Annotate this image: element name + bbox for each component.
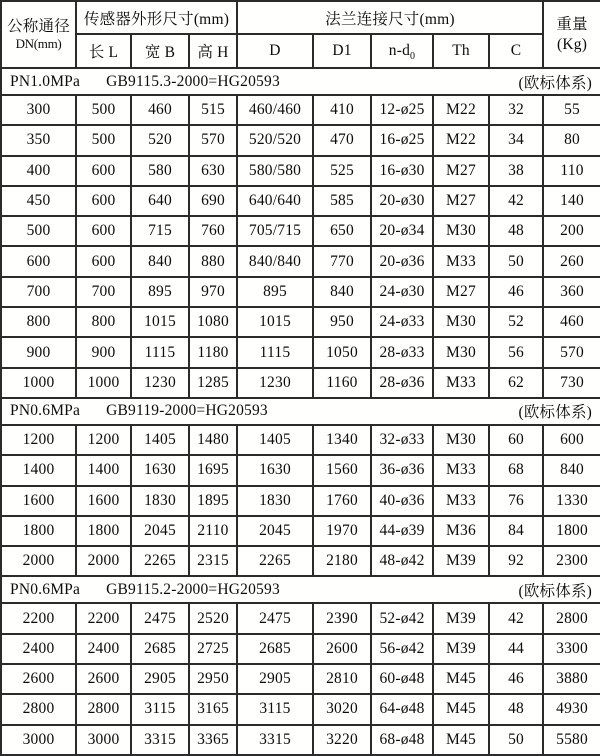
section-header-cell (1, 398, 600, 425)
cell-n-d0: 68-ø48 (371, 725, 433, 755)
cell-Th: M39 (433, 634, 489, 664)
cell-Th: M22 (433, 95, 489, 125)
cell-Th: M33 (433, 368, 489, 398)
cell-D1: 2600 (313, 634, 371, 664)
cell-D: 2475 (237, 603, 313, 633)
cell-height-H: 2950 (189, 664, 237, 694)
cell-n-d0: 60-ø48 (371, 664, 433, 694)
cell-weight-kg: 360 (543, 277, 600, 307)
cell-Th: M30 (433, 337, 489, 367)
cell-n-d0: 44-ø39 (371, 516, 433, 546)
cell-C: 46 (489, 277, 543, 307)
header-height-H: 高 H (189, 34, 237, 68)
cell-weight-kg: 1330 (543, 486, 600, 516)
cell-D: 2265 (237, 546, 313, 576)
cell-n-d0: 20-ø36 (371, 246, 433, 276)
cell-dn: 1200 (1, 425, 76, 455)
section-standard-system-note: (欧标体系) (518, 404, 593, 422)
cell-C: 32 (489, 95, 543, 125)
cell-n-d0: 36-ø36 (371, 455, 433, 485)
cell-D: 460/460 (237, 95, 313, 125)
cell-n-d0: 64-ø48 (371, 694, 433, 724)
header-row-subcolumns (1, 34, 600, 68)
cell-D1: 585 (313, 186, 371, 216)
cell-length-L: 700 (76, 277, 131, 307)
cell-dn: 1400 (1, 455, 76, 485)
cell-height-H: 1480 (189, 425, 237, 455)
cell-D: 1405 (237, 425, 313, 455)
table-row (1, 664, 600, 694)
cell-width-B: 840 (131, 246, 189, 276)
cell-length-L: 600 (76, 246, 131, 276)
cell-weight-kg: 2800 (543, 603, 600, 633)
cell-D: 520/520 (237, 125, 313, 155)
cell-height-H: 1180 (189, 337, 237, 367)
cell-dn: 450 (1, 186, 76, 216)
table-row (1, 156, 600, 186)
cell-Th: M33 (433, 246, 489, 276)
table-row (1, 277, 600, 307)
cell-dn: 900 (1, 337, 76, 367)
cell-n-d0: 48-ø42 (371, 546, 433, 576)
cell-width-B: 580 (131, 156, 189, 186)
cell-D: 2045 (237, 516, 313, 546)
header-weight-cn: 重量 (556, 16, 588, 34)
table-row (1, 603, 600, 633)
cell-length-L: 900 (76, 337, 131, 367)
cell-length-L: 1000 (76, 368, 131, 398)
header-group-flange-dimensions: 法兰连接尺寸(mm) (237, 1, 543, 34)
cell-weight-kg: 570 (543, 337, 600, 367)
cell-D: 1630 (237, 455, 313, 485)
cell-C: 42 (489, 603, 543, 633)
cell-Th: M45 (433, 694, 489, 724)
cell-height-H: 760 (189, 216, 237, 246)
cell-length-L: 800 (76, 307, 131, 337)
cell-dn: 800 (1, 307, 76, 337)
header-weight-unit: (Kg) (556, 35, 588, 53)
table-row (1, 634, 600, 664)
cell-D1: 650 (313, 216, 371, 246)
cell-weight-kg: 2300 (543, 546, 600, 576)
cell-C: 56 (489, 337, 543, 367)
cell-D: 2685 (237, 634, 313, 664)
cell-D1: 470 (313, 125, 371, 155)
cell-D: 1115 (237, 337, 313, 367)
cell-n-d0: 32-ø33 (371, 425, 433, 455)
cell-width-B: 2905 (131, 664, 189, 694)
section-standard-system-note: (欧标体系) (518, 74, 593, 92)
cell-height-H: 1695 (189, 455, 237, 485)
cell-width-B: 1115 (131, 337, 189, 367)
cell-dn: 2600 (1, 664, 76, 694)
cell-C: 92 (489, 546, 543, 576)
cell-length-L: 500 (76, 95, 131, 125)
cell-dn: 350 (1, 125, 76, 155)
header-nominal-diameter-cn: 公称通径 (7, 17, 70, 35)
section-row (1, 576, 600, 603)
cell-D: 1015 (237, 307, 313, 337)
cell-C: 46 (489, 664, 543, 694)
cell-width-B: 1830 (131, 486, 189, 516)
cell-weight-kg: 3880 (543, 664, 600, 694)
table-row (1, 216, 600, 246)
header-D1: D1 (313, 34, 371, 68)
cell-D1: 1050 (313, 337, 371, 367)
cell-D1: 1340 (313, 425, 371, 455)
section-pressure-rating: PN0.6MPa (10, 580, 81, 598)
header-length-L: 长 L (76, 34, 131, 68)
cell-width-B: 1405 (131, 425, 189, 455)
cell-D1: 525 (313, 156, 371, 186)
cell-D1: 2180 (313, 546, 371, 576)
cell-Th: M45 (433, 725, 489, 755)
cell-Th: M27 (433, 186, 489, 216)
cell-dn: 300 (1, 95, 76, 125)
table-row (1, 307, 600, 337)
section-header-cell (1, 68, 600, 95)
cell-height-H: 2725 (189, 634, 237, 664)
cell-height-H: 630 (189, 156, 237, 186)
cell-D: 895 (237, 277, 313, 307)
table-row (1, 516, 600, 546)
cell-width-B: 1230 (131, 368, 189, 398)
cell-n-d0: 24-ø33 (371, 307, 433, 337)
cell-weight-kg: 460 (543, 307, 600, 337)
cell-C: 62 (489, 368, 543, 398)
cell-dn: 1800 (1, 516, 76, 546)
table-row (1, 368, 600, 398)
cell-n-d0: 24-ø30 (371, 277, 433, 307)
cell-n-d0: 20-ø30 (371, 186, 433, 216)
cell-weight-kg: 5580 (543, 725, 600, 755)
table-row (1, 186, 600, 216)
cell-length-L: 600 (76, 186, 131, 216)
cell-n-d0: 12-ø25 (371, 95, 433, 125)
cell-width-B: 460 (131, 95, 189, 125)
cell-weight-kg: 260 (543, 246, 600, 276)
section-header-cell (1, 576, 600, 603)
cell-length-L: 1800 (76, 516, 131, 546)
cell-height-H: 690 (189, 186, 237, 216)
cell-Th: M33 (433, 455, 489, 485)
table-row (1, 95, 600, 125)
cell-D1: 2810 (313, 664, 371, 694)
cell-weight-kg: 200 (543, 216, 600, 246)
cell-D1: 950 (313, 307, 371, 337)
cell-dn: 400 (1, 156, 76, 186)
section-standard: GB9119-2000=HG20593 (106, 402, 268, 420)
cell-height-H: 2110 (189, 516, 237, 546)
cell-weight-kg: 80 (543, 125, 600, 155)
section-standard: GB9115.3-2000=HG20593 (106, 72, 280, 90)
cell-D: 1830 (237, 486, 313, 516)
cell-height-H: 3165 (189, 694, 237, 724)
cell-D: 580/580 (237, 156, 313, 186)
cell-C: 48 (489, 216, 543, 246)
cell-D1: 410 (313, 95, 371, 125)
cell-D1: 770 (313, 246, 371, 276)
cell-D1: 1560 (313, 455, 371, 485)
cell-C: 76 (489, 486, 543, 516)
cell-width-B: 3315 (131, 725, 189, 755)
cell-length-L: 2400 (76, 634, 131, 664)
cell-height-H: 570 (189, 125, 237, 155)
cell-weight-kg: 600 (543, 425, 600, 455)
cell-Th: M27 (433, 156, 489, 186)
cell-C: 50 (489, 725, 543, 755)
table-row (1, 125, 600, 155)
cell-length-L: 1600 (76, 486, 131, 516)
header-n-d0: $n-d_0$ (371, 34, 433, 68)
cell-height-H: 1285 (189, 368, 237, 398)
cell-weight-kg: 840 (543, 455, 600, 485)
cell-dn: 1600 (1, 486, 76, 516)
header-weight (543, 1, 600, 68)
header-group-sensor-dimensions: 传感器外形尺寸(mm) (76, 1, 237, 34)
cell-length-L: 2200 (76, 603, 131, 633)
header-nominal-diameter-dn: DN(mm) (15, 36, 62, 52)
cell-height-H: 1080 (189, 307, 237, 337)
cell-Th: M30 (433, 307, 489, 337)
cell-length-L: 2600 (76, 664, 131, 694)
section-row (1, 398, 600, 425)
cell-C: 84 (489, 516, 543, 546)
cell-width-B: 1630 (131, 455, 189, 485)
cell-D1: 2390 (313, 603, 371, 633)
cell-C: 68 (489, 455, 543, 485)
cell-n-d0: 56-ø42 (371, 634, 433, 664)
cell-length-L: 500 (76, 125, 131, 155)
table-row (1, 455, 600, 485)
cell-length-L: 1200 (76, 425, 131, 455)
section-standard: GB9115.2-2000=HG20593 (106, 580, 280, 598)
cell-D: 2905 (237, 664, 313, 694)
cell-C: 42 (489, 186, 543, 216)
cell-n-d0: 28-ø33 (371, 337, 433, 367)
cell-D1: 1760 (313, 486, 371, 516)
table-row (1, 246, 600, 276)
table-row (1, 725, 600, 755)
cell-length-L: 2800 (76, 694, 131, 724)
cell-dn: 600 (1, 246, 76, 276)
table-header (1, 1, 600, 68)
header-C: C (489, 34, 543, 68)
cell-D: 3315 (237, 725, 313, 755)
cell-height-H: 880 (189, 246, 237, 276)
cell-length-L: 3000 (76, 725, 131, 755)
cell-width-B: 1015 (131, 307, 189, 337)
cell-width-B: 895 (131, 277, 189, 307)
cell-weight-kg: 4930 (543, 694, 600, 724)
table-row (1, 694, 600, 724)
cell-length-L: 2000 (76, 546, 131, 576)
cell-n-d0: 16-ø25 (371, 125, 433, 155)
section-row (1, 68, 600, 95)
cell-C: 60 (489, 425, 543, 455)
cell-Th: M22 (433, 125, 489, 155)
cell-dn: 3000 (1, 725, 76, 755)
cell-n-d0: 40-ø36 (371, 486, 433, 516)
cell-dn: 2200 (1, 603, 76, 633)
cell-height-H: 1895 (189, 486, 237, 516)
cell-dn: 2400 (1, 634, 76, 664)
cell-width-B: 2045 (131, 516, 189, 546)
cell-Th: M39 (433, 546, 489, 576)
cell-C: 44 (489, 634, 543, 664)
cell-weight-kg: 3300 (543, 634, 600, 664)
cell-dn: 1000 (1, 368, 76, 398)
table-row (1, 337, 600, 367)
cell-Th: M36 (433, 516, 489, 546)
cell-Th: M30 (433, 425, 489, 455)
cell-n-d0: 28-ø36 (371, 368, 433, 398)
cell-C: 48 (489, 694, 543, 724)
cell-dn: 2800 (1, 694, 76, 724)
section-pressure-rating: PN0.6MPa (10, 402, 81, 420)
cell-width-B: 2265 (131, 546, 189, 576)
cell-C: 34 (489, 125, 543, 155)
cell-dn: 2000 (1, 546, 76, 576)
cell-dn: 500 (1, 216, 76, 246)
cell-height-H: 3365 (189, 725, 237, 755)
cell-width-B: 2475 (131, 603, 189, 633)
header-Th: Th (433, 34, 489, 68)
cell-width-B: 520 (131, 125, 189, 155)
cell-length-L: 1400 (76, 455, 131, 485)
cell-D: 840/840 (237, 246, 313, 276)
cell-width-B: 3115 (131, 694, 189, 724)
cell-height-H: 515 (189, 95, 237, 125)
cell-length-L: 600 (76, 216, 131, 246)
cell-dn: 700 (1, 277, 76, 307)
header-n-d0-subscript: 0 (410, 51, 416, 63)
header-width-B: 宽 B (131, 34, 189, 68)
cell-Th: M33 (433, 486, 489, 516)
cell-width-B: 640 (131, 186, 189, 216)
section-standard-system-note: (欧标体系) (518, 582, 593, 600)
table-row (1, 546, 600, 576)
cell-Th: M45 (433, 664, 489, 694)
cell-D: 1230 (237, 368, 313, 398)
section-pressure-rating: PN1.0MPa (10, 72, 81, 90)
cell-length-L: 600 (76, 156, 131, 186)
cell-Th: M39 (433, 603, 489, 633)
cell-height-H: 2315 (189, 546, 237, 576)
header-D: D (237, 34, 313, 68)
table-row (1, 486, 600, 516)
cell-weight-kg: 730 (543, 368, 600, 398)
cell-weight-kg: 55 (543, 95, 600, 125)
cell-C: 38 (489, 156, 543, 186)
cell-D: 640/640 (237, 186, 313, 216)
cell-weight-kg: 110 (543, 156, 600, 186)
cell-n-d0: 52-ø42 (371, 603, 433, 633)
table-body (1, 68, 600, 755)
cell-weight-kg: 140 (543, 186, 600, 216)
cell-D1: 3020 (313, 694, 371, 724)
cell-n-d0: 20-ø34 (371, 216, 433, 246)
cell-height-H: 2520 (189, 603, 237, 633)
cell-width-B: 715 (131, 216, 189, 246)
cell-n-d0: 16-ø30 (371, 156, 433, 186)
cell-weight-kg: 1800 (543, 516, 600, 546)
cell-D: 3115 (237, 694, 313, 724)
cell-Th: M30 (433, 216, 489, 246)
cell-D1: 3220 (313, 725, 371, 755)
header-row-groups (1, 1, 600, 34)
cell-D: 705/715 (237, 216, 313, 246)
cell-C: 50 (489, 246, 543, 276)
cell-width-B: 2685 (131, 634, 189, 664)
table-row (1, 425, 600, 455)
cell-D1: 1160 (313, 368, 371, 398)
header-nominal-diameter (1, 1, 76, 68)
cell-Th: M27 (433, 277, 489, 307)
cell-height-H: 970 (189, 277, 237, 307)
cell-D1: 1970 (313, 516, 371, 546)
cell-D1: 840 (313, 277, 371, 307)
cell-C: 52 (489, 307, 543, 337)
